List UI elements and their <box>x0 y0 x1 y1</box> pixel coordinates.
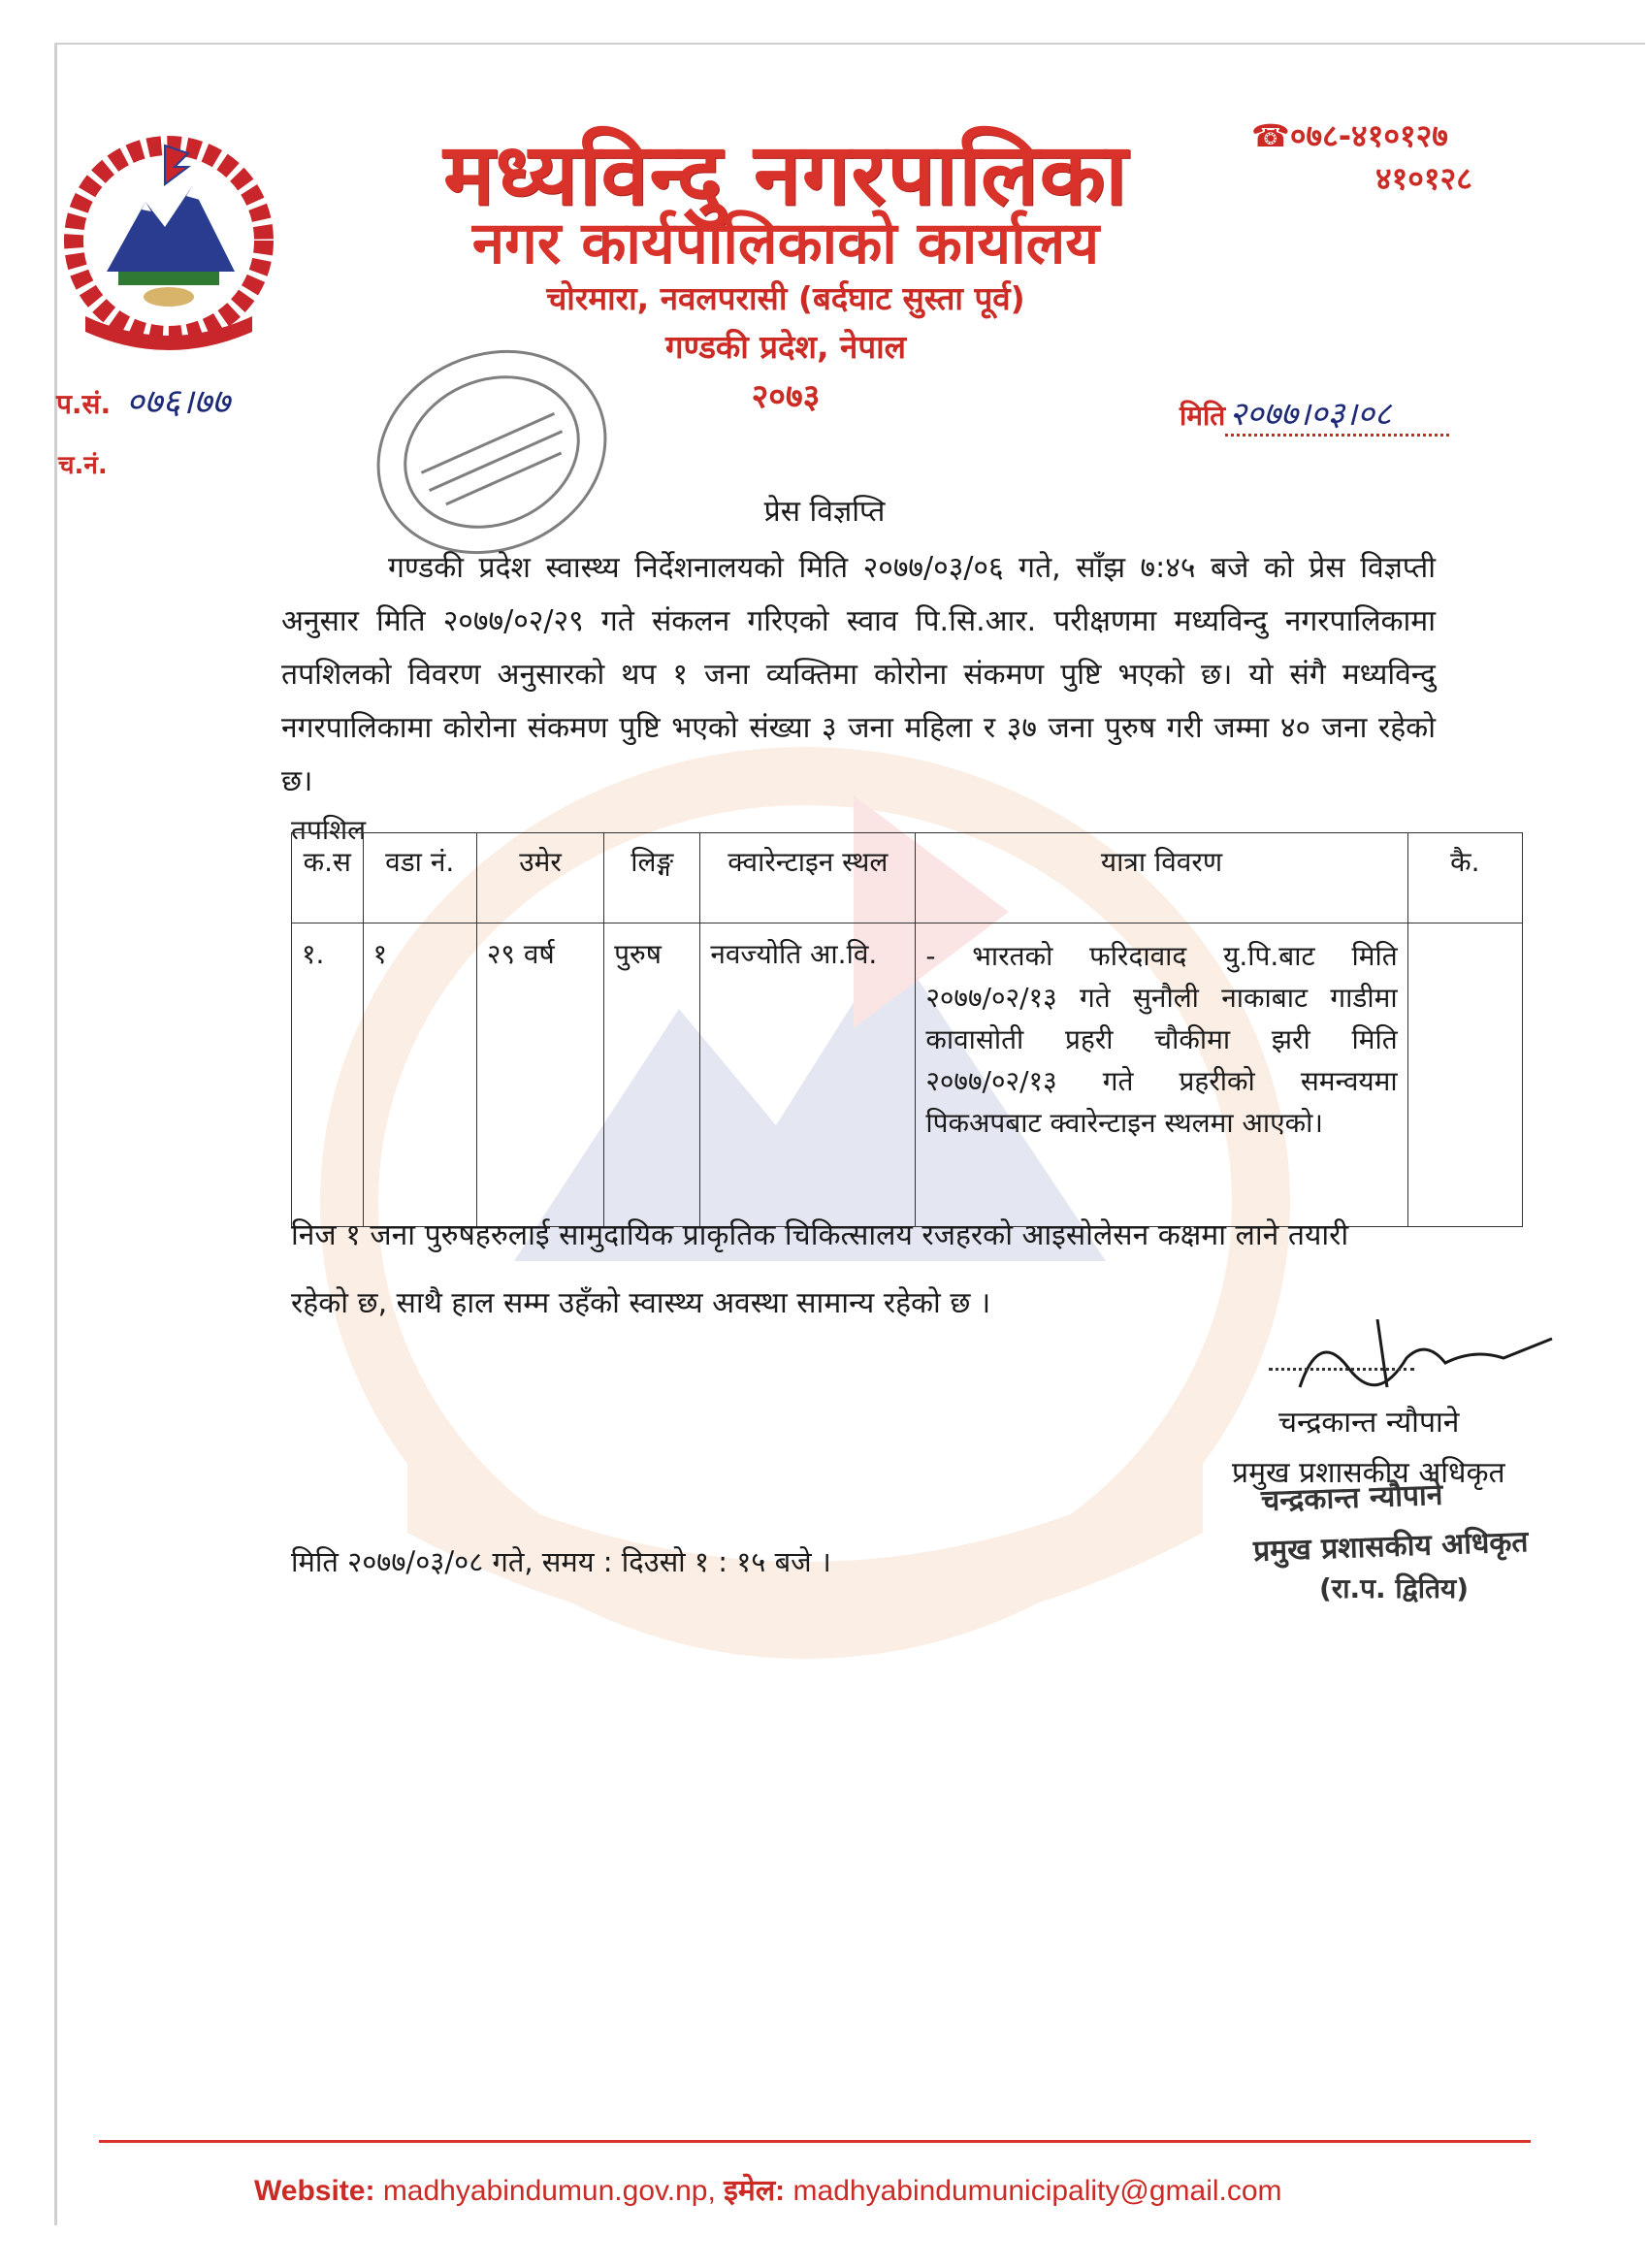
notice-heading: प्रेस विज्ञप्ति <box>763 495 886 529</box>
cell-travel: - भारतको फरिदावाद यु.पि.बाट मिति २०७७/०२/१३ गते सुनौली नाकाबाट गाडीमा कावासोती प्रहरी चौकीमा झरी मिति २०७७/०२/१३ गते प्रहरीको समन्वयमा पिकअपबाट क्वारेन्टाइन स्थलमा आएको। <box>916 923 1407 1227</box>
col-ward: वडा नं. <box>363 833 476 923</box>
established-year: २०७३ <box>751 377 821 416</box>
col-sex: लिङ्ग <box>604 833 700 923</box>
cell-ward: १ <box>363 923 476 1227</box>
email-label: इमेल: <box>724 2175 786 2207</box>
letter-date <box>1180 390 1449 435</box>
office-stamp <box>361 336 623 568</box>
stamp-signatory-name: चन्द्रकान्त न्यौपाने <box>1260 1477 1443 1519</box>
col-remarks: कै. <box>1407 833 1522 923</box>
col-age: उमेर <box>476 833 603 923</box>
stamp-signatory-rank: (रा.प. द्वितिय) <box>1319 1572 1470 1604</box>
issue-date-time: मिति २०७७/०३/०८ गते, समय : दिउसो १ : १५ बजे । <box>291 1545 831 1578</box>
col-serial: क.स <box>292 833 364 923</box>
address-line-1: चोरमारा, नवलपरासी (बर्दघाट सुस्ता पूर्व) <box>546 279 1025 317</box>
cell-remarks <box>1407 923 1522 1227</box>
office-name: नगर कार्यपालिकाको कार्यालय <box>471 210 1100 277</box>
website-link[interactable]: madhyabindumun.gov.np, <box>382 2175 716 2207</box>
stamp-signatory-post: प्रमुख प्रशासकीय अधिकृत <box>1252 1525 1530 1569</box>
scan-edge-left <box>54 43 57 2225</box>
table-header-row <box>292 833 1523 923</box>
handwritten-signature <box>1261 1319 1581 1407</box>
cell-age: २९ वर्ष <box>476 923 603 1227</box>
footer-contact <box>254 2169 1282 2209</box>
email-link[interactable]: madhyabindumunicipality@gmail.com <box>792 2175 1282 2207</box>
letter-number-label: प.सं. <box>56 388 112 420</box>
col-travel: यात्रा विवरण <box>916 833 1407 923</box>
footer-divider <box>99 2140 1531 2143</box>
phone-numbers <box>1251 114 1513 200</box>
signature-dotted-line <box>1269 1368 1414 1371</box>
letter-date-value: २०७७।०३।०८ <box>1225 395 1449 437</box>
case-details-table <box>291 832 1523 1227</box>
municipality-name: मध्यविन्दु नगरपालिका <box>442 124 1128 224</box>
signatory-name: चन्द्रकान्त न्यौपाने <box>1278 1406 1460 1440</box>
address-line-2: गण्डकी प्रदेश, नेपाल <box>664 328 907 366</box>
signatory-post: प्रमुख प्रशासकीय अधिकृत <box>1232 1456 1505 1490</box>
letter-date-label: मिति <box>1180 400 1226 432</box>
table-caption: तपशिल <box>291 814 367 846</box>
nepal-emblem <box>56 126 281 359</box>
scan-edge-top <box>54 43 1645 45</box>
phone-line-1: ☎०७८-४१०१२७ <box>1251 117 1448 154</box>
closing-line-2: रहेको छ, साथै हाल सम्म उहँको स्वास्थ्य अवस्था सामान्य रहेको छ । <box>291 1286 991 1320</box>
cell-serial: १. <box>292 923 364 1227</box>
phone-line-2: ४१०१२८ <box>1375 160 1472 197</box>
cell-sex: पुरुष <box>604 923 700 1227</box>
dispatch-number-label: च.नं. <box>58 451 108 480</box>
letter-number <box>56 376 230 424</box>
closing-line-1: निज १ जना पुरुषहरुलाई सामुदायिक प्राकृतिक चिकित्सालय रजहरको आइसोलेसन कक्षमा लाने तयारी <box>291 1218 1349 1252</box>
table-row <box>292 923 1523 1227</box>
letter-number-value: ०७६।७७ <box>125 382 231 422</box>
cell-quarantine: नवज्योति आ.वि. <box>700 923 916 1227</box>
website-label: Website: <box>254 2175 375 2207</box>
col-quarantine: क्वारेन्टाइन स्थल <box>700 833 916 923</box>
notice-paragraph: गण्डकी प्रदेश स्वास्थ्य निर्देशनालयको मिति २०७७/०३/०६ गते, साँझ ७:४५ बजे को प्रेस विज्ञप्ती अनुसार मिति २०७७/०२/२९ गते संकलन गरिएको स्वाव पि.सि.आर. परीक्षणमा मध्यविन्दु नगरपालिकामा तपशिलको विवरण अनुसारको थप १ जना व्यक्तिमा कोरोना संकमण पुष्टि भएको छ। यो संगै मध्यविन्दु नगरपालिकामा कोरोना संकमण पुष्टि भएको संख्या ३ जना महिला र ३७ जना पुरुष गरी जम्मा ४० जना रहेको छ। <box>281 551 1436 798</box>
